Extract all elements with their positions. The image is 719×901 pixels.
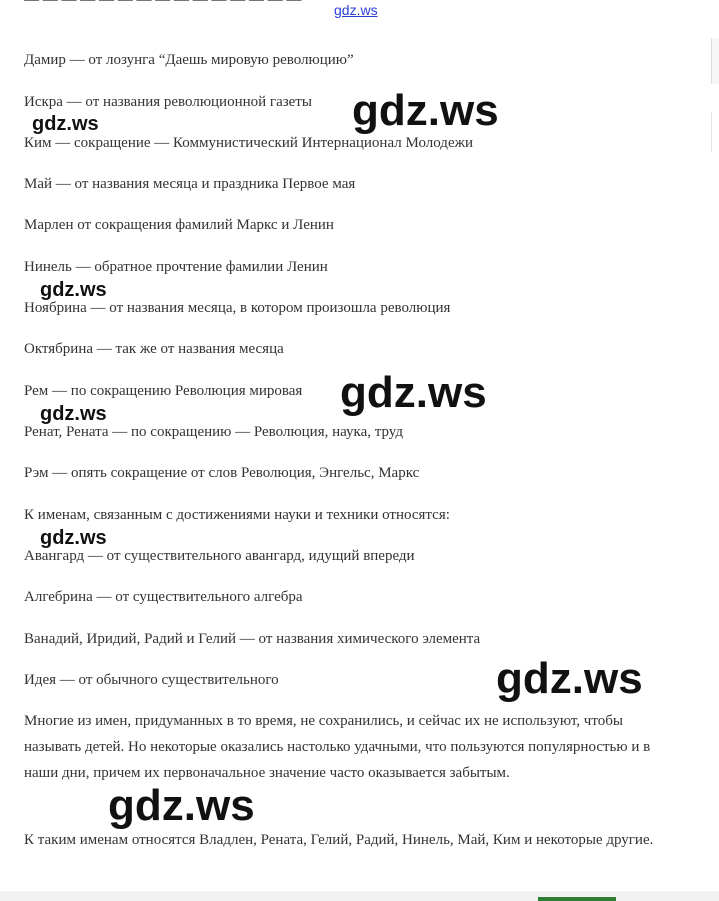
paragraph: К таким именам относятся Владлен, Рената, Гелий, Радий, Нинель, Май, Ким и некоторые другие. (24, 832, 654, 848)
paragraph: Ноябрина — от названия месяца, в котором произошла революция (24, 300, 451, 316)
watermark-small: gdz.ws (40, 403, 107, 425)
paragraph: Марлен от сокращения фамилий Маркс и Ленин (24, 217, 334, 233)
watermark-small: gdz.ws (40, 279, 107, 301)
paragraph: Ким — сокращение — Коммунистический Интернационал Молодежи (24, 135, 473, 151)
paragraph: Октябрина — так же от названия месяца (24, 341, 284, 357)
paragraph: Рем — по сокращению Революция мировая (24, 383, 303, 399)
watermark-link[interactable]: gdz.ws (334, 2, 378, 18)
paragraph: Идея — от обычного существительного (24, 672, 279, 688)
paragraph: Дамир — от лозунга “Даешь мировую революцию” (24, 52, 354, 68)
watermark-large: gdz.ws (340, 368, 487, 417)
watermark-large: gdz.ws (352, 86, 499, 135)
bottom-green-button-edge[interactable] (538, 897, 616, 901)
paragraph: Многие из имен, придуманных в то время, не сохранились, и сейчас их не используют, чтобы называть детей. Но некоторые оказались настолько удачными, что пользуются популярностью и в наши дни, причем их первоначальное значение часто оказывается забытым. (24, 713, 651, 781)
paragraph: К именам, связанным с достижениями науки и техники относятся: (24, 507, 450, 523)
side-panel-edge (711, 38, 719, 84)
watermark-small: gdz.ws (40, 527, 107, 549)
side-panel-edge (711, 112, 719, 152)
watermark-large: gdz.ws (496, 654, 643, 703)
watermark-large: gdz.ws (108, 781, 255, 830)
paragraph: Искра — от названия революционной газеты (24, 94, 312, 110)
paragraph: Алгебрина — от существительного алгебра (24, 589, 303, 605)
watermark-small: gdz.ws (32, 113, 99, 135)
paragraph: Ренат, Рената — по сокращению — Революция, наука, труд (24, 424, 403, 440)
paragraph: Авангард — от существительного авангард, идущий впереди (24, 548, 415, 564)
paragraph: Рэм — опять сокращение от слов Революция, Энгельс, Маркс (24, 465, 420, 481)
paragraph: Ванадий, Иридий, Радий и Гелий — от названия химического элемента (24, 631, 481, 647)
cut-off-text-line: — — — — — — — — — — — — — — — (24, 0, 302, 8)
paragraph: Нинель — обратное прочтение фамилии Ленин (24, 259, 328, 275)
paragraph: Май — от названия месяца и праздника Первое мая (24, 176, 356, 192)
